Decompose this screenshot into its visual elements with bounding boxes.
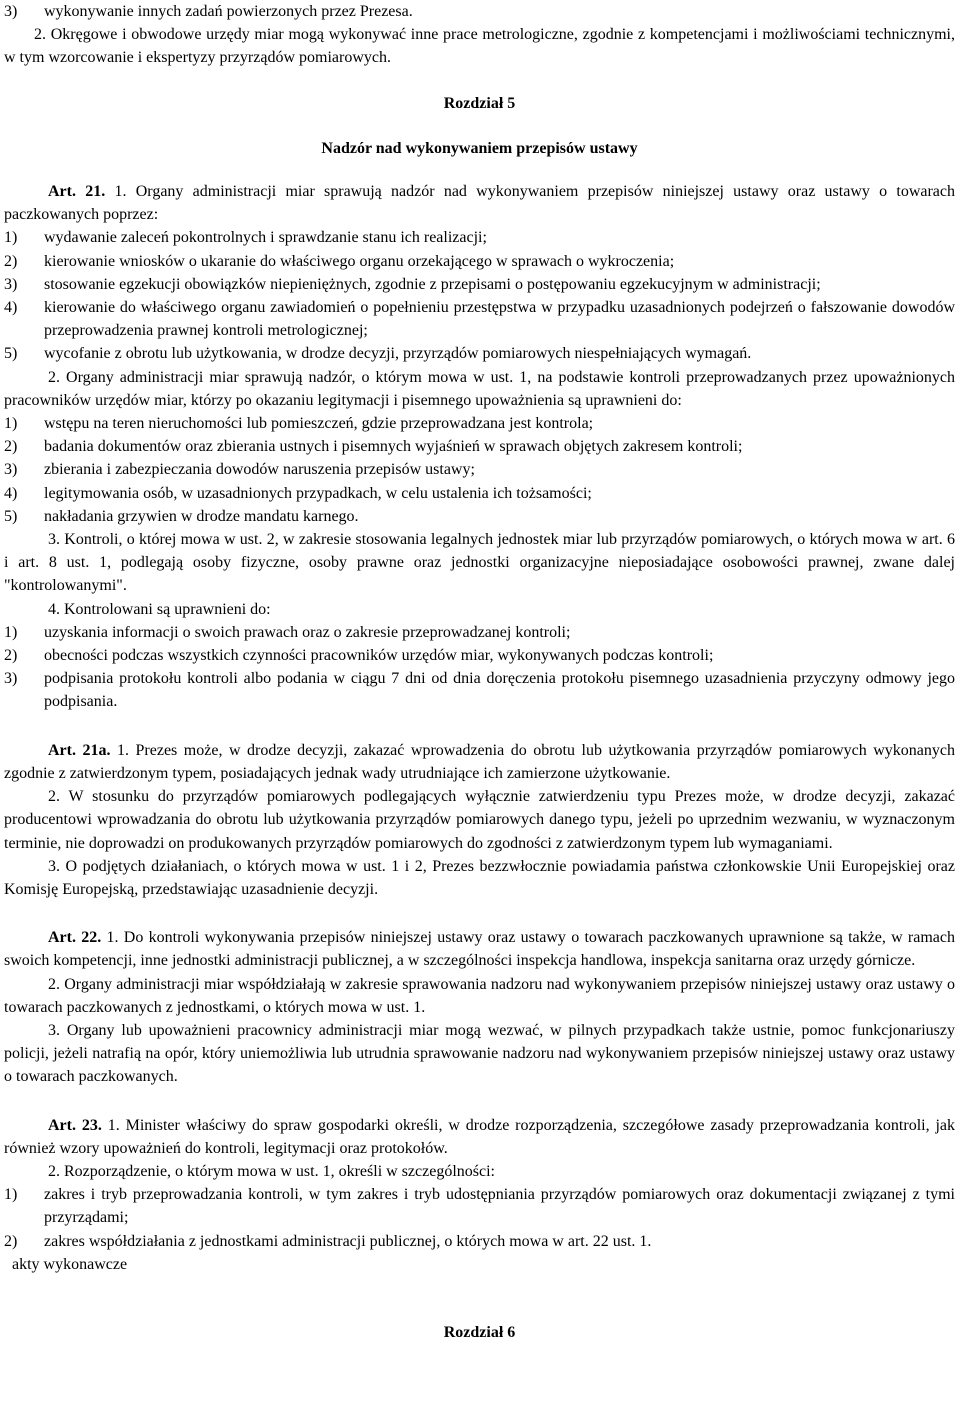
item-number: 3) bbox=[4, 3, 18, 20]
art-23-ust1: Art. 23. 1. Minister właściwy do spraw gospodarki określi, w drodze rozporządzenia, szczegółowe zasady przeprowadzania kontroli, jak również wzory upoważnień do kontroli, legitymacji oraz protokołów. bbox=[4, 1116, 956, 1157]
art-23-ust2: 2. Rozporządzenie, o którym mowa w ust. 1, określi w szczególności: bbox=[48, 1162, 495, 1180]
art-21-ust3: 3. Kontroli, o której mowa w ust. 2, w zakresie stosowania legalnych jednostek miar lub przyrządów pomiarowych, o których mowa w art. 6 i art. 8 ust. 1, podlegają osoby fizyczne, osoby prawne oraz jednostki organizacyjne nieposiadające osobowości prawnej, zwane dalej "kontrolowanymi". bbox=[4, 531, 955, 595]
item-text: wykonywanie innych zadań powierzonych przez Prezesa. bbox=[44, 3, 413, 20]
list-item bbox=[4, 0, 955, 23]
paragraph-ust2: 2. Okręgowe i obwodowe urzędy miar mogą wykonywać inne prace metrologiczne, zgodnie z kompetencjami i możliwościami technicznymi, w tym wzorcowanie i ekspertyzy przyrządów pomiarowych. bbox=[4, 26, 955, 67]
art-22-label: Art. 22. bbox=[48, 929, 102, 947]
executive-acts-note: akty wykonawcze bbox=[12, 1255, 128, 1273]
art-21-ust1: Art. 21. 1. Organy administracji miar sprawują nadzór nad wykonywaniem przepisów niniejszej ustawy oraz ustawy o towarach paczkowanych poprzez: bbox=[4, 183, 956, 224]
list-item: 2) badania dokumentów oraz zbierania ustnych i pisemnych wyjaśnień w sprawach objętych zakresem kontroli; bbox=[4, 438, 743, 456]
list-item: 3) podpisania protokołu kontroli albo podania w ciągu 7 dni od dnia doręczenia protokołu pisemnego uzasadnienia przyczyny odmowy jego podpisania. bbox=[4, 670, 955, 711]
list-item: 1) wstępu na teren nieruchomości lub pomieszczeń, gdzie przeprowadzana jest kontrola; bbox=[4, 415, 594, 433]
list-item: 4) kierowanie do właściwego organu zawiadomień o popełnieniu przestępstwa w przypadku uzasadnionych podejrzeń o fałszowanie dowodów przeprowadzenia prawnej kontroli metrologicznej; bbox=[4, 299, 955, 340]
list-item: 2) kierowanie wniosków o ukaranie do właściwego organu orzekającego w sprawach o wykroczenia; bbox=[4, 252, 675, 270]
list-item: 2) obecności podczas wszystkich czynności pracowników urzędów miar, wykonywanych podczas kontroli; bbox=[4, 647, 714, 665]
art-21a-label: Art. 21a. bbox=[48, 741, 111, 759]
list-item: 2) zakres współdziałania z jednostkami administracji publicznej, o których mowa w art. 22 ust. 1. bbox=[4, 1232, 652, 1250]
list-item: 1) wydawanie zaleceń pokontrolnych i sprawdzanie stanu ich realizacji; bbox=[4, 229, 487, 247]
list-item: 4) legitymowania osób, w uzasadnionych przypadkach, w celu ustalenia ich tożsamości; bbox=[4, 484, 592, 502]
list-item: 1) zakres i tryb przeprowadzania kontroli, w tym zakres i tryb udostępniania przyrządów pomiarowych oraz dokumentacji związanej z tymi przyrządami; bbox=[4, 1186, 955, 1227]
document-page bbox=[4, 0, 955, 1344]
art-22-ust3: 3. Organy lub upoważnieni pracownicy administracji miar mogą wezwać, w pilnych przypadkach także ustnie, pomoc funkcjonariuszy policji, jeżeli natrafią na opór, który uniemożliwia lub utrudnia sprawowanie nadzoru nad wykonywaniem przepisów niniejszej ustawy oraz ustawy o towarach paczkowanych. bbox=[4, 1021, 955, 1086]
list-item: 5) nakładania grzywien w drodze mandatu karnego. bbox=[4, 507, 359, 525]
art-21-ust4: 4. Kontrolowani są uprawnieni do: bbox=[48, 600, 271, 618]
art-23-label: Art. 23. bbox=[48, 1116, 102, 1134]
art-22-ust2: 2. Organy administracji miar współdziałają w zakresie sprawowania nadzoru nad wykonywaniem przepisów niniejszej ustawy oraz ustawy o towarach paczkowanych z jednostkami, o których mowa w ust. 1. bbox=[4, 975, 955, 1016]
list-item: 5) wycofanie z obrotu lub użytkowania, w drodze decyzji, przyrządów pomiarowych niespełniających wymagań. bbox=[4, 345, 752, 363]
art-22-ust1: Art. 22. 1. Do kontroli wykonywania przepisów niniejszej ustawy oraz ustawy o towarach paczkowanych uprawnione są także, w ramach swoich kompetencji, inne jednostki administracji publicznej, a w szczególności inspekcja handlowa, inspekcja sanitarna oraz urzędy górnicze. bbox=[4, 929, 956, 970]
art-21-ust4-list bbox=[4, 621, 955, 714]
art-21-ust2: 2. Organy administracji miar sprawują nadzór, o którym mowa w ust. 1, na podstawie kontroli przeprowadzanych przez upoważnionych pracowników urzędów miar, którzy po okazaniu legitymacji i pisemnego upoważnienia są uprawnieni do: bbox=[4, 368, 955, 409]
art-21a-ust1: Art. 21a. 1. Prezes może, w drodze decyzji, zakazać wprowadzenia do obrotu lub użytkowania przyrządów pomiarowych wykonanych zgodnie z zatwierdzonym typem, posiadających jednak wady utrudniające ich zamierzone użytkowanie. bbox=[4, 741, 955, 782]
chapter-6-label: Rozdział 6 bbox=[443, 1323, 516, 1341]
art-21-ust1-list bbox=[4, 226, 955, 365]
list-item: 3) zbierania i zabezpieczania dowodów naruszenia przepisów ustawy; bbox=[4, 461, 475, 479]
art-21-ust2-list bbox=[4, 412, 955, 528]
chapter-5-label: Rozdział 5 bbox=[443, 94, 516, 112]
art-21a-ust2: 2. W stosunku do przyrządów pomiarowych podlegających wyłącznie zatwierdzeniu typu Prezes może, w drodze decyzji, zakazać producentowi wprowadzania do obrotu lub użytkowania przyrządów pomiarowych danego typu, jeżeli po uprzednim wezwaniu, w wyznaczonym terminie, nie doprowadzi on produkowanych przyrządów pomiarowych do zgodności z zatwierdzonym typem lub wymaganiami. bbox=[4, 788, 955, 852]
chapter-5-title: Nadzór nad wykonywaniem przepisów ustawy bbox=[321, 139, 638, 157]
art-23-ust2-list bbox=[4, 1183, 955, 1253]
list-item: 1) uzyskania informacji o swoich prawach oraz o zakresie przeprowadzanej kontroli; bbox=[4, 623, 571, 641]
art-21-label: Art. 21. bbox=[48, 183, 106, 201]
list-item: 3) stosowanie egzekucji obowiązków niepieniężnych, zgodnie z przepisami o postępowaniu egzekucyjnym w administracji; bbox=[4, 275, 821, 293]
art-21a-ust3: 3. O podjętych działaniach, o których mowa w ust. 1 i 2, Prezes bezzwłocznie powiadamia państwa członkowskie Unii Europejskiej oraz Komisję Europejską, przedstawiając uzasadnienie decyzji. bbox=[4, 857, 955, 898]
